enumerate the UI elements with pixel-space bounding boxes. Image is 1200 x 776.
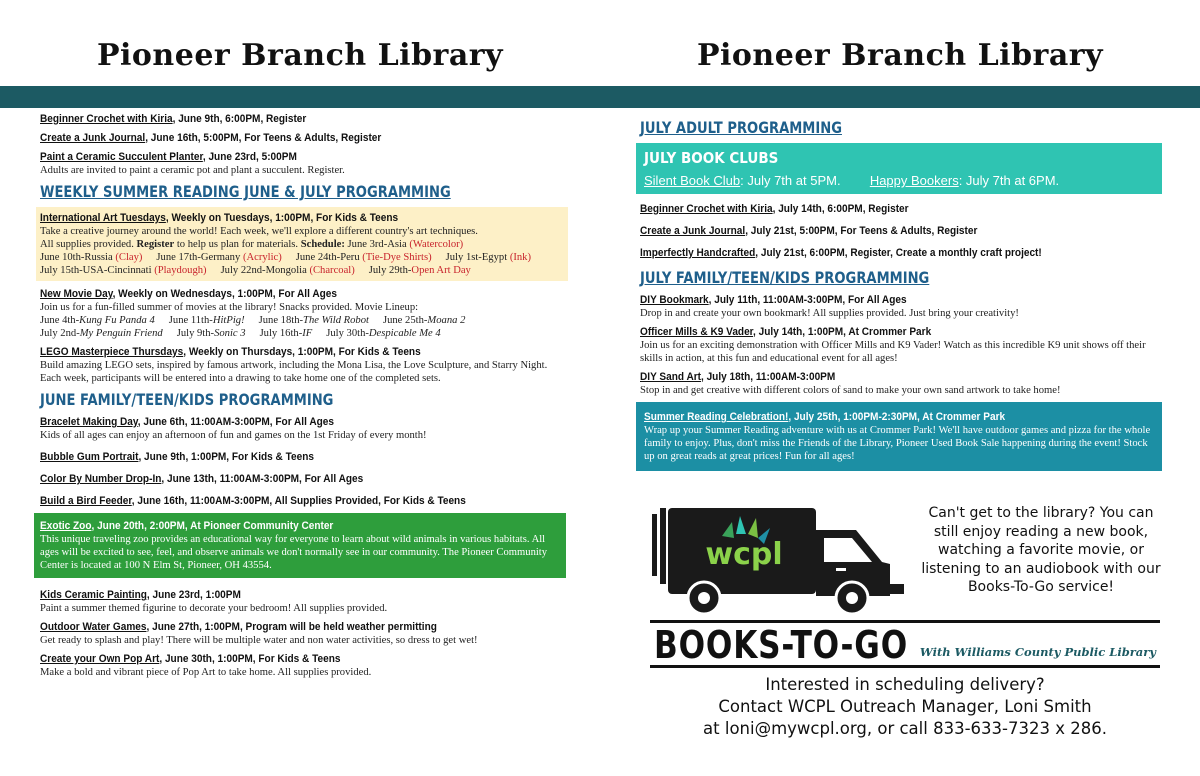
book-clubs-heading: JULY BOOK CLUBS: [644, 149, 779, 167]
event-description: Wrap up your Summer Reading adventure with us at Crommer Park! We'll have outdoor games and pizza for the whole family to enjoy. Plus, don't miss the Friends of the Library, Pioneer Used Book Sale happening during the event! Stock up on great reads at great prices! Fun for all ages!: [644, 425, 1151, 462]
text: to help us plan for materials.: [176, 239, 299, 250]
event-details: , June 16th, 11:00AM-3:00PM, All Supplies Provided, For Kids & Teens: [131, 495, 466, 507]
schedule-item: June 24th-Peru (Tie-Dye Shirts): [295, 252, 432, 263]
schedule-item: July 1st-Egypt (Ink): [445, 252, 531, 263]
event-details: , July 11th, 11:00AM-3:00PM, For All Ages: [708, 294, 907, 306]
event-title: Exotic Zoo: [40, 520, 92, 532]
section-heading-june: JUNE FAMILY/TEEN/KIDS PROGRAMMING: [40, 390, 334, 409]
event-details: , Weekly on Wednesdays, 1:00PM, For All Ages: [112, 288, 337, 300]
exotic-zoo-box: [34, 513, 566, 578]
event-description: Join us for a fun-filled summer of movies at the library! Snacks provided. Movie Lineup:: [40, 302, 419, 313]
schedule-item: July 22nd-Mongolia (Charcoal): [220, 265, 355, 276]
contact-info: [640, 674, 1170, 740]
section-heading-july-adult: JULY ADULT PROGRAMMING: [640, 118, 842, 137]
books-to-go-subtitle: With Williams County Public Library: [919, 645, 1156, 659]
page-title-left: Pioneer Branch Library: [96, 38, 504, 73]
books-to-go-banner: [650, 620, 1160, 668]
text: Schedule:: [300, 239, 345, 250]
contact-line: Contact WCPL Outreach Manager, Loni Smith: [718, 697, 1092, 716]
header-band: [0, 86, 1200, 108]
event-details: , July 25th, 1:00PM-2:30PM, At Crommer Park: [788, 411, 1006, 423]
event-item: [640, 293, 1168, 320]
movie-lineup-row: July 2nd-My Penguin Friend July 9th-Sonic 3 July 16th-IF July 30th-Despicable Me 4: [40, 328, 441, 339]
left-column: [40, 112, 568, 684]
event-description: Build amazing LEGO sets, inspired by famous artwork, including the Mona Lisa, the Love Sculpture, and Starry Night. Each week, participants will be entered into a drawing to take home one of the completed sets.: [40, 360, 548, 384]
event-item: [40, 415, 568, 442]
event-item: [640, 246, 1168, 260]
event-details: , June 9th, 6:00PM, Register: [172, 113, 307, 125]
event-description: Join us for an exciting demonstration with Officer Mills and K9 Vader! Watch as this incredible K9 unit shows off their skills in action, at this fun and educational event for all ages!: [640, 340, 1146, 364]
event-description: This unique traveling zoo provides an educational way for everyone to learn about wild animals in various habitats. All ages will be excited to see, feel, and observe animals we don't normally see in our community. The Pioneer Community Center is located at 100 N Elm St, Pioneer, OH 43554.: [40, 534, 548, 571]
event-item: [40, 112, 568, 126]
event-description: Make a bold and vibrant piece of Pop Art to take home. All supplies provided.: [40, 667, 372, 678]
event-title: Beginner Crochet with Kiria: [40, 113, 173, 125]
book-clubs-line: [644, 173, 1154, 188]
art-tuesdays-box: [36, 207, 568, 281]
wcpl-logo-text: wcpl: [705, 537, 783, 572]
event-item: [640, 202, 1168, 216]
book-club-time: : July 7th at 6PM.: [958, 173, 1060, 188]
event-item: [40, 287, 568, 340]
schedule-item: July 29th-Open Art Day: [368, 265, 471, 276]
text: June 3rd-Asia: [347, 239, 407, 250]
event-details: , June 20th, 2:00PM, At Pioneer Community Center: [91, 520, 334, 532]
event-details: , July 21st, 5:00PM, For Teens & Adults, Register: [745, 225, 978, 237]
event-details: , July 21st, 6:00PM, Register, Create a monthly craft project!: [755, 247, 1042, 259]
event-item: [40, 131, 568, 145]
event-details: , June 23rd, 1:00PM: [146, 589, 241, 601]
event-item: [40, 588, 568, 615]
event-title: Create your Own Pop Art: [40, 653, 160, 665]
event-title: Build a Bird Feeder: [40, 495, 132, 507]
event-details: , June 30th, 1:00PM, For Kids & Teens: [159, 653, 341, 665]
event-item: [640, 370, 1168, 397]
event-item: [40, 450, 568, 464]
event-title: Summer Reading Celebration!: [644, 411, 789, 423]
books-to-go-promo: Can't get to the library? You can still enjoy reading a new book, watching a favorite movie, or listening to an audiobook with our Books-To-Go service!: [921, 505, 1161, 596]
event-item: [40, 652, 568, 679]
event-description: Kids of all ages can enjoy an afternoon of fun and games on the 1st Friday of every month!: [40, 430, 427, 441]
movie-lineup-row: June 4th-Kung Fu Panda 4 June 11th-HitPig! June 18th-The Wild Robot June 25th-Moana 2: [40, 315, 466, 326]
event-title: DIY Sand Art: [640, 371, 701, 383]
event-title: Beginner Crochet with Kiria: [640, 203, 773, 215]
event-title: Create a Junk Journal: [640, 225, 746, 237]
event-description: Drop in and create your own bookmark! All supplies provided. Just bring your creativity!: [640, 308, 1019, 319]
event-details: , Weekly on Tuesdays, 1:00PM, For Kids & Teens: [165, 212, 399, 224]
section-heading-weekly: WEEKLY SUMMER READING JUNE & JULY PROGRAMMING: [40, 182, 451, 201]
event-title: DIY Bookmark: [640, 294, 709, 306]
event-details: , July 14th, 6:00PM, Register: [772, 203, 909, 215]
event-details: , July 18th, 11:00AM-3:00PM: [700, 371, 836, 383]
schedule-item: June 10th-Russia (Clay): [40, 252, 143, 263]
event-title: Outdoor Water Games: [40, 621, 147, 633]
event-description: Paint a summer themed figurine to decorate your bedroom! All supplies provided.: [40, 603, 388, 614]
book-club-name: Silent Book Club: [644, 173, 741, 188]
contact-line: at loni@mywcpl.org, or call 833-633-7323 x 286.: [703, 719, 1107, 738]
art-schedule-line: [40, 238, 564, 251]
right-column: [640, 112, 1168, 471]
event-title: Bubble Gum Portrait: [40, 451, 139, 463]
event-title: Imperfectly Handcrafted: [640, 247, 756, 259]
event-details: , June 6th, 11:00AM-3:00PM, For All Ages: [137, 416, 334, 428]
text: (Watercolor): [409, 239, 464, 250]
event-item: [40, 150, 568, 177]
event-details: , June 13th, 11:00AM-3:00PM, For All Ages: [161, 473, 364, 485]
event-item: [640, 224, 1168, 238]
event-description: Adults are invited to paint a ceramic pot and plant a succulent. Register.: [40, 165, 345, 176]
event-item: [40, 472, 568, 486]
event-description: Take a creative journey around the world! Each week, we'll explore a different country's art techniques.: [40, 226, 478, 237]
section-heading-july-family: JULY FAMILY/TEEN/KIDS PROGRAMMING: [640, 268, 930, 287]
event-title: Bracelet Making Day: [40, 416, 138, 428]
event-details: , July 14th, 1:00PM, At Crommer Park: [753, 326, 932, 338]
event-title: New Movie Day: [40, 288, 113, 300]
event-description: Get ready to splash and play! There will be multiple water and non water activities, so dress to get wet!: [40, 635, 478, 646]
event-details: , June 9th, 1:00PM, For Kids & Teens: [138, 451, 314, 463]
book-club-name: Happy Bookers: [869, 173, 959, 188]
book-club-time: : July 7th at 5PM.: [740, 173, 841, 188]
event-title: Paint a Ceramic Succulent Planter: [40, 151, 203, 163]
event-title: Create a Junk Journal: [40, 132, 146, 144]
event-title: Color By Number Drop-In: [40, 473, 162, 485]
delivery-truck-icon: [646, 500, 912, 620]
event-item: [40, 345, 568, 385]
books-to-go-title: BOOKS-TO-GO: [654, 623, 909, 667]
art-schedule-line: [40, 251, 564, 264]
art-schedule-line: [40, 264, 564, 277]
contact-line: Interested in scheduling delivery?: [765, 675, 1045, 694]
event-title: Kids Ceramic Painting: [40, 589, 147, 601]
page-title-right: Pioneer Branch Library: [696, 38, 1104, 73]
event-details: , June 16th, 5:00PM, For Teens & Adults, Register: [145, 132, 382, 144]
summer-celebration-box: [636, 402, 1162, 471]
schedule-item: June 17th-Germany (Acrylic): [156, 252, 282, 263]
event-details: , June 27th, 1:00PM, Program will be held weather permitting: [146, 621, 437, 633]
event-title: Officer Mills & K9 Vader: [640, 326, 754, 338]
event-item: [40, 494, 568, 508]
event-description: Stop in and get creative with different colors of sand to make your own sand artwork to take home!: [640, 385, 1061, 396]
book-clubs-box: [636, 143, 1162, 194]
books-to-go-section: [640, 500, 1170, 770]
event-details: , June 23rd, 5:00PM: [202, 151, 297, 163]
event-title: LEGO Masterpiece Thursdays: [40, 346, 184, 358]
text: All supplies provided.: [40, 239, 134, 250]
schedule-item: July 15th-USA-Cincinnati (Playdough): [40, 265, 207, 276]
event-item: [40, 620, 568, 647]
event-item: [640, 325, 1168, 365]
event-details: , Weekly on Thursdays, 1:00PM, For Kids & Teens: [183, 346, 421, 358]
event-title: International Art Tuesdays: [40, 212, 166, 224]
text: Register: [136, 239, 175, 250]
